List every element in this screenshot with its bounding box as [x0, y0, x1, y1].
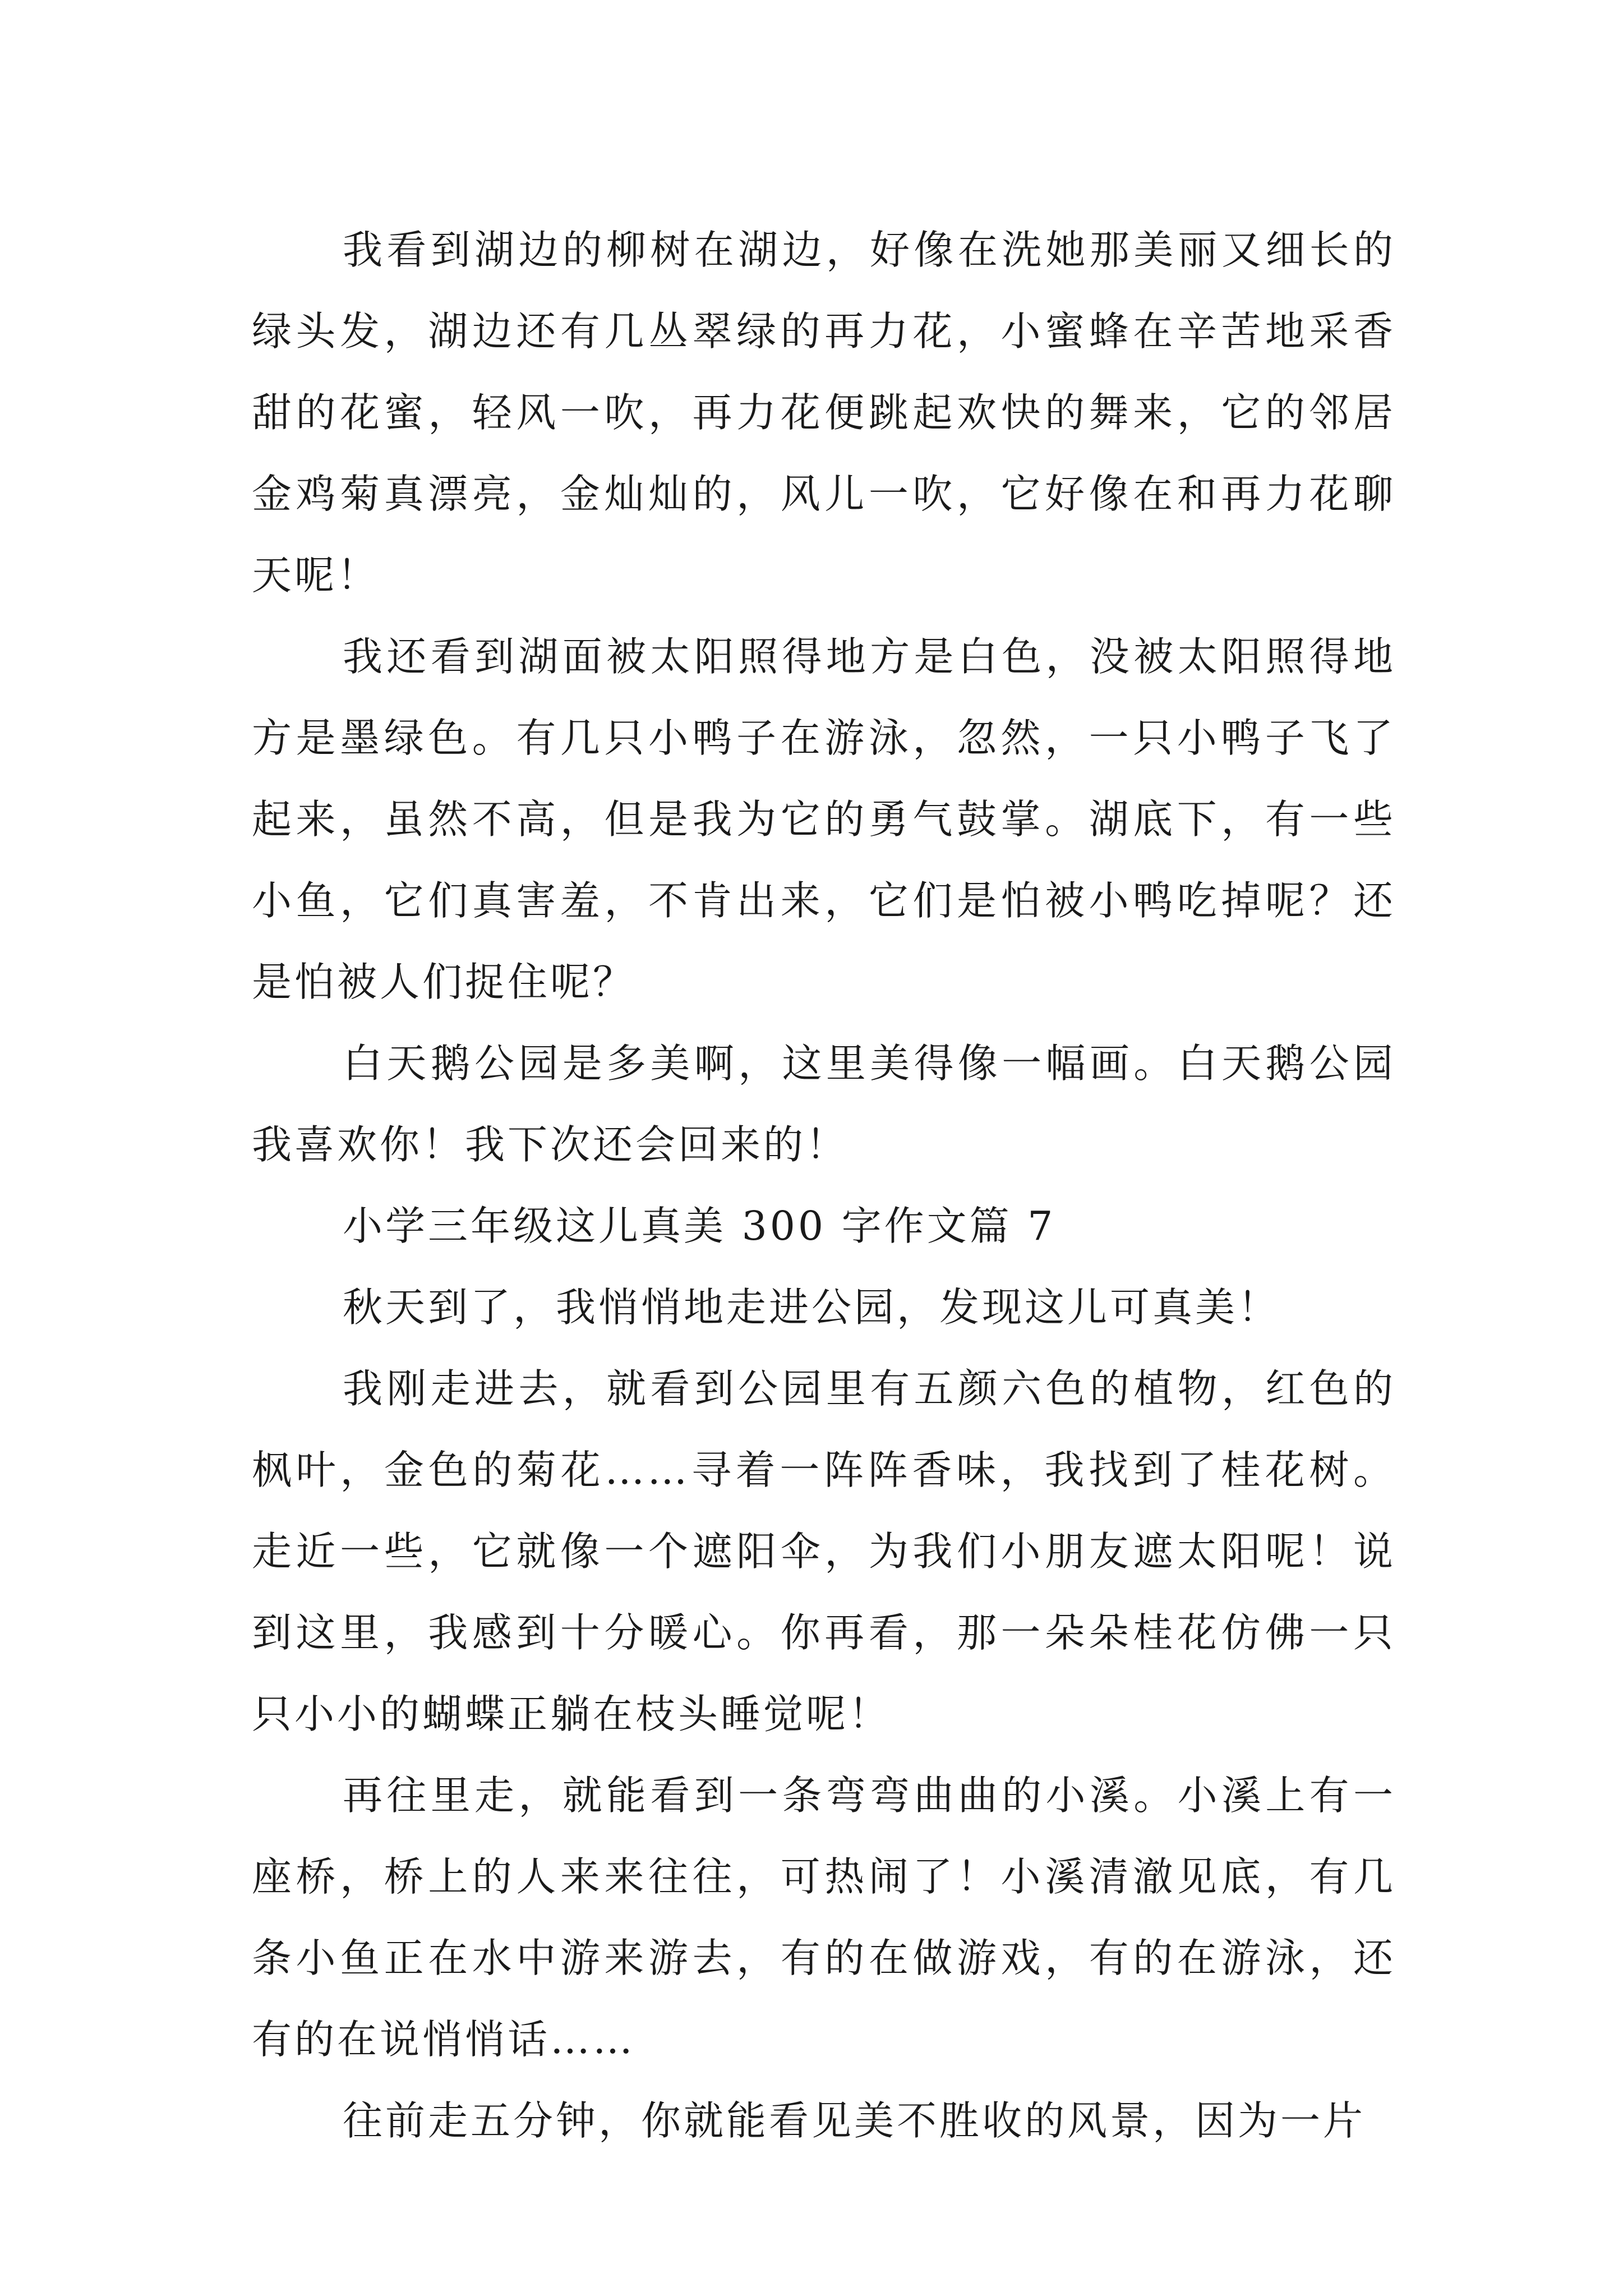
paragraph-scenery: 往前走五分钟，你就能看见美不胜收的风景，因为一片	[343, 2097, 1366, 2144]
paragraph-autumn-intro: 秋天到了，我悄悄地走进公园，发现这儿可真美！	[343, 1284, 1281, 1331]
section-title: 小学三年级这儿真美 300 字作文篇 7	[343, 1203, 1056, 1249]
paragraph-lake-ducks: 我还看到湖面被太阳照得地方是白色，没被太阳照得地方是墨绿色。有几只小鸭子在游泳，忽然，一只小鸭子飞了起来，虽然不高，但是我为它的勇气鼓掌。湖底下，有一些小鱼，它们真害羞，不肯出来，它们是怕被小鸭吃掉呢？还是怕被人们捉住呢？	[252, 633, 1396, 1005]
article-body	[252, 209, 1396, 2161]
paragraph-osmanthus: 我刚走进去，就看到公园里有五颜六色的植物，红色的枫叶，金色的菊花……寻着一阵阵香味，我找到了桂花树。走近一些，它就像一个遮阳伞，为我们小朋友遮太阳呢！说到这里，我感到十分暖心。你再看，那一朵朵桂花仿佛一只只小小的蝴蝶正躺在枝头睡觉呢！	[252, 1365, 1396, 1737]
paragraph-stream: 再往里走，就能看到一条弯弯曲曲的小溪。小溪上有一座桥，桥上的人来来往往，可热闹了！小溪清澈见底，有几条小鱼正在水中游来游去，有的在做游戏，有的在游泳，还有的在说悄悄话……	[252, 1772, 1396, 2063]
paragraph-swan-park: 白天鹅公园是多美啊，这里美得像一幅画。白天鹅公园我喜欢你！我下次还会回来的！	[252, 1040, 1396, 1168]
paragraph-willow-lake: 我看到湖边的柳树在湖边，好像在洗她那美丽又细长的绿头发，湖边还有几丛翠绿的再力花，小蜜蜂在辛苦地采香甜的花蜜，轻风一吹，再力花便跳起欢快的舞来，它的邻居金鸡菊真漂亮，金灿灿的，风儿一吹，它好像在和再力花聊天呢！	[252, 227, 1396, 599]
